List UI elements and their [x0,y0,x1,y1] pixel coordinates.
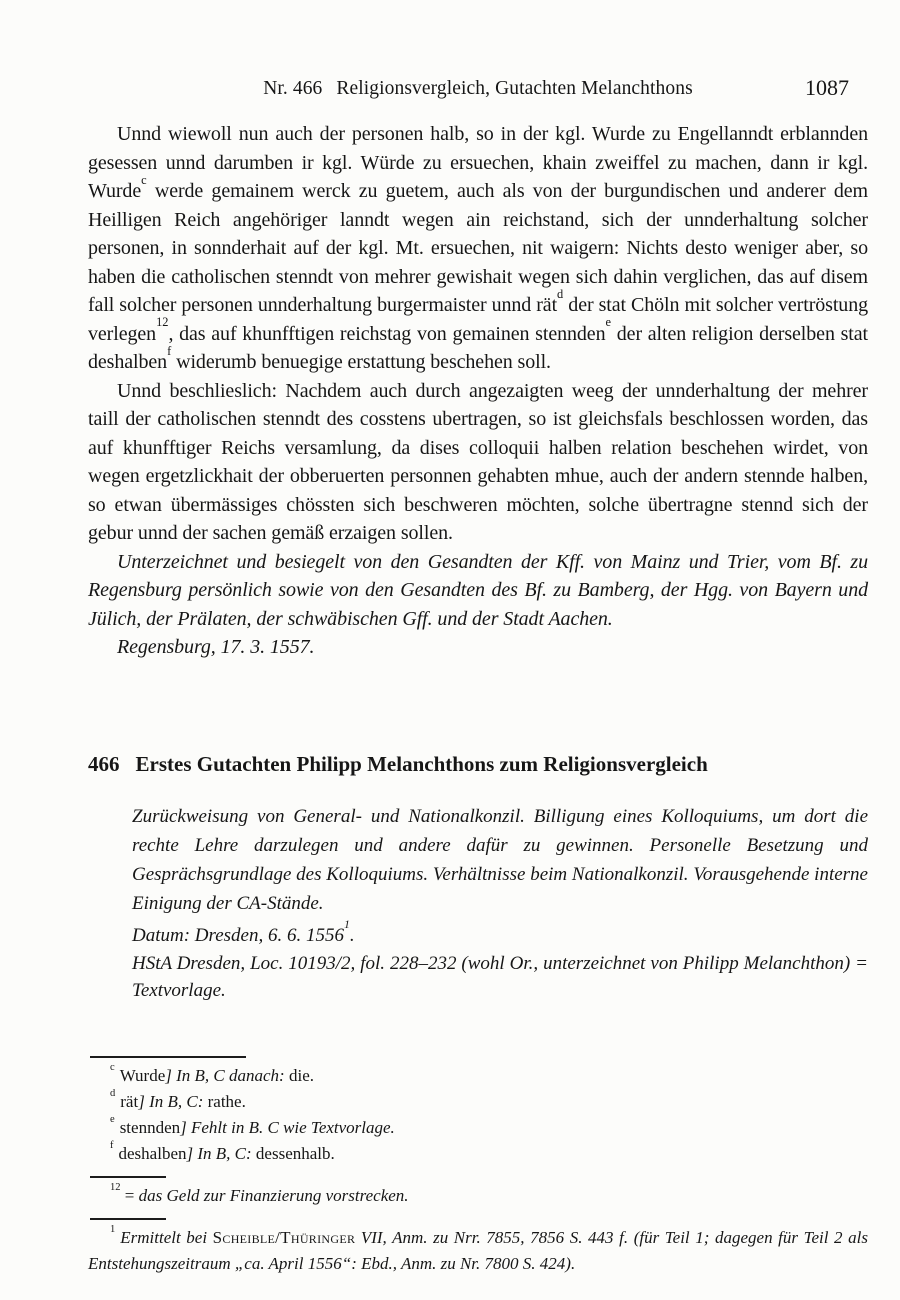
datum-line [132,918,868,950]
footnote-reading: rathe. [203,1092,246,1111]
section-number: 466 [88,752,120,776]
footnote-smallcaps-reference: Scheible/Thüringer [212,1228,356,1247]
dateline: Regensburg, 17. 3. 1557. [117,636,315,658]
header-title: Religionsvergleich, Gutachten Melanchthons [336,78,693,99]
footnote-letter-c [88,1063,868,1089]
footnote-ref-12: 12 [156,315,169,330]
body-text: der alten religion derselben stat deshalben [88,322,868,373]
footnote-lemma: deshalben [118,1144,187,1163]
footnote-1 [88,1225,868,1277]
footnote-separator-rule [90,1218,166,1220]
footnote-12 [88,1183,868,1209]
datum-text-end: . [349,925,355,946]
footnote-mark-d: d [110,1087,116,1099]
closing-attestation: Unterzeichnet und besiegelt von den Gesandten der Kff. von Mainz und Trier, vom Bf. zu Regensburg persönlich sowie von den Gesandten des Bf. zu Bamberg, der Hgg. von Bayern und Jülich, der Prälaten, der schwäbischen Gff. und der Stadt Aachen. [88,550,868,630]
footnote-reading: die. [284,1066,315,1085]
body-text: Unnd wiewoll nun auch der personen halb, so in der kgl. Wurde zu Engellanndt erblannden gesessen unnd darumben ir kgl. Würde zu ersuechen, khain zweiffel zu machen, dann ir kgl. Wurde [88,123,868,202]
section-heading [88,752,868,777]
footnote-letter-f [88,1141,868,1167]
datum-text: Datum: Dresden, 6. 6. 1556 [132,925,344,946]
footnote-mark-e: e [110,1113,115,1125]
footnote-text-italic: VII, Anm. zu Nrr. 7855, 7856 S. 443 f. (für Teil 1; dagegen für Teil 2 als Entstehungszeitraum „ca. April 1556“: Ebd., Anm. zu Nr. 7800 S. 424). [88,1228,868,1273]
footnote-variant-italic: ] In B, C danach: [165,1066,285,1085]
footnote-ref-1: 1 [343,918,350,932]
footnote-ref-d: d [557,286,564,301]
footnote-lemma: Wurde [119,1066,166,1085]
footnote-gloss-italic: das Geld zur Finanzierung vorstrecken. [138,1186,409,1205]
body-paragraph-2: Unnd beschlieslich: Nachdem auch durch angezaigten weeg der unnderhaltung der mehrer taill der catholischen stenndt des cosstens ubertragen, so ist gleichsfals beschlossen worden, das auf khunfftiger Reichs versamlung, da dises colloquii halben relation beschehen wirdet, von wegen ergetzlickhait der obberuerten personnen gehabten mhue, auch der andern stennde halben, so etwan übermässiges chössten sich beschweren möchten, solche übertragne stennd sich der gebur unnd der sachen gemäß erzaigen sollen. [88,379,868,544]
footnote-mark-1: 1 [110,1223,116,1235]
body-text: werde gemainem werck zu guetem, auch als von der burgundischen und anderer dem Heilligen Reich angehöriger lanndt wegen ain reichstand, sich der unnderhaltung solcher personen, in sonnderhait auf der kgl. Mt. ersuechen, nit waigern: Nichts desto weniger aber, so haben die catholischen stenndt von mehrer gewishait wegen sich dahin verglichen, das auf disem fall solcher personen unnderhaltung burgermaister unnd rät [88,180,868,316]
summary-text: Zurückweisung von General- und Nationalkonzil. Billigung eines Kolloquiums, um dort die rechte Lehre darzulegen und andere dafür zu gewinnen. Personelle Besetzung und Gesprächsgrundlage des Kolloquiums. Verhältnisse beim Nationalkonzil. Vorausgehende interne Einigung der CA-Stände. [132,806,868,914]
page-number: 1087 [805,75,849,100]
document-body [88,120,868,662]
running-header [88,75,868,106]
footnote-lemma: rät [120,1092,139,1111]
footnote-mark-12: 12 [110,1181,121,1193]
body-paragraph-1 [88,120,868,377]
footnote-letter-e [88,1115,868,1141]
source-line: HStA Dresden, Loc. 10193/2, fol. 228–232 (wohl Or., unterzeichnet von Philipp Melanchthon) = Textvorlage. [132,952,868,1001]
footnote-mark-f: f [110,1139,114,1151]
footnote-separator-rule [90,1176,166,1178]
section-title: Erstes Gutachten Philipp Melanchthons zum Religionsvergleich [135,752,708,776]
source-block [132,918,868,1005]
footnote-lemma: stennden [119,1118,181,1137]
footnotes [88,1056,868,1277]
footnote-variant-italic: ] In B, C: [138,1092,204,1111]
body-text: , das auf khunfftigen reichstag von gemainen stennden [168,322,606,345]
footnote-mark-c: c [110,1061,115,1073]
footnote-ref-f: f [167,343,172,358]
running-header-center [88,78,868,100]
footnote-ref-e: e [605,315,611,330]
footnote-ref-c: c [141,172,147,187]
body-text: widerumb benuegige erstattung beschehen soll. [171,351,551,373]
footnote-letter-d [88,1089,868,1115]
footnote-variant-italic: ] In B, C: [186,1144,252,1163]
footnote-variant-italic: ] Fehlt in B. C wie Textvorlage. [180,1118,395,1137]
footnote-equals: = [120,1186,139,1205]
header-doc-number: Nr. 466 [263,78,323,99]
footnote-separator-rule [90,1056,246,1058]
section-summary [132,802,868,918]
body-text: der stat Chöln mit solcher vertröstung verlegen [88,294,868,345]
footnote-text-italic: Ermittelt bei [120,1228,213,1247]
footnote-reading: dessenhalb. [251,1144,335,1163]
